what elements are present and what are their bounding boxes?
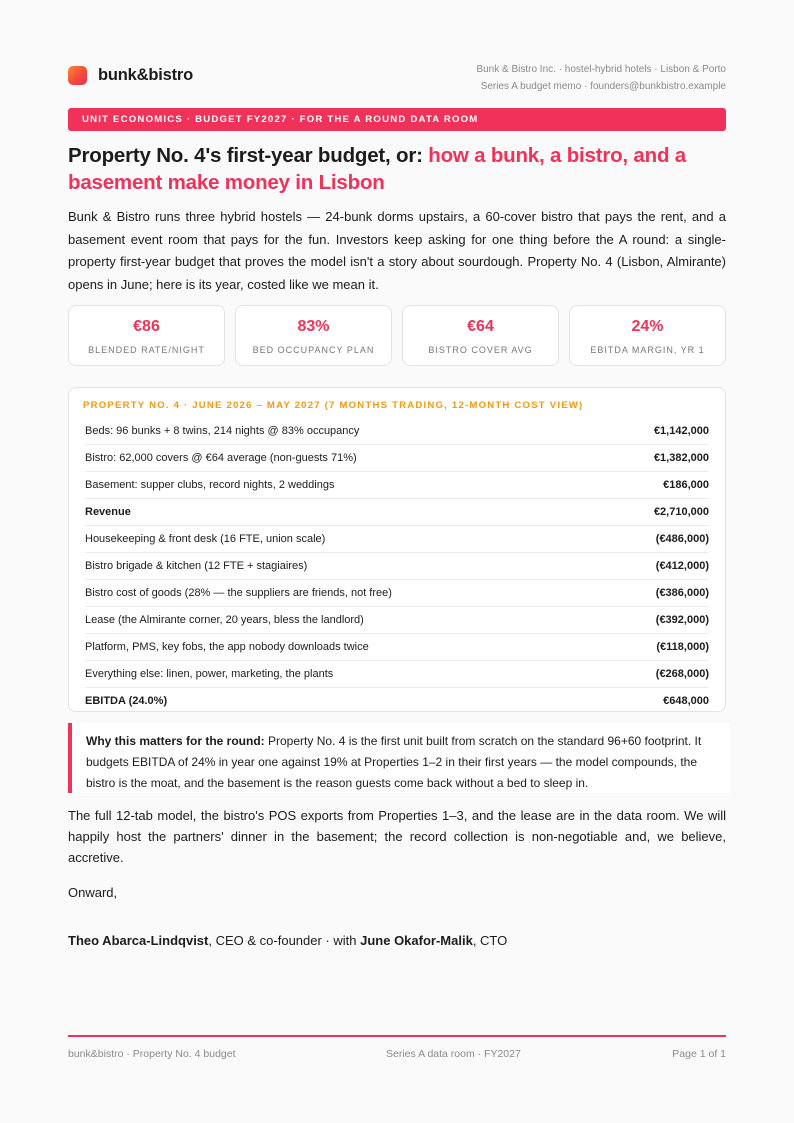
brand-name: bunk&bistro — [98, 66, 193, 84]
kpi-card-rate — [68, 305, 225, 366]
kpi-card-ebitda-margin — [569, 305, 726, 366]
signatory-role-ceo: , CEO & co-founder · with — [208, 933, 361, 948]
kpi-value: €64 — [467, 318, 494, 335]
kpi-value: 24% — [631, 318, 664, 335]
kpi-value: 83% — [297, 318, 330, 335]
signatory-role-cto: , CTO — [472, 933, 508, 948]
row-amount: €1,142,000 — [653, 425, 709, 437]
sign-off: Onward, — [68, 885, 118, 900]
budget-row — [85, 553, 709, 580]
row-label: Bistro: 62,000 covers @ €64 average (non-guests 71%) — [85, 452, 357, 464]
footer-middle: Series A data room · FY2027 — [386, 1048, 521, 1060]
budget-row-revenue-total — [85, 499, 709, 526]
signatory-name-cto: June Okafor-Malik — [360, 933, 473, 948]
kpi-label: EBITDA MARGIN, YR 1 — [590, 345, 705, 355]
row-amount: €186,000 — [663, 479, 709, 491]
intro-paragraph: Bunk & Bistro runs three hybrid hostels — 24-bunk dorms upstairs, a 60-cover bistro that pays the rent, and a basement event room that pays for the fun. Investors keep asking for one thing before the A round: a single-property first-year budget that proves the model isn't a story about sourdough. Property No. 4 (Lisbon, Almirante) opens in June; here is its year, costed like we mean it. — [68, 209, 726, 292]
kpi-card-cover-avg — [402, 305, 559, 366]
page-number: Page 1 of 1 — [672, 1048, 726, 1060]
row-amount: (€386,000) — [655, 587, 709, 599]
section-banner — [68, 108, 726, 131]
meta-line-contact: Series A budget memo · founders@bunkbistro.example — [480, 81, 726, 92]
banner-text: UNIT ECONOMICS · BUDGET FY2027 · FOR THE A ROUND DATA ROOM — [82, 114, 479, 125]
closing-paragraph: The full 12-tab model, the bistro's POS exports from Properties 1–3, and the lease are in the data room. We will happily host the partners' dinner in the basement; the record collection is non-negotiable and, we believe, accretive. — [68, 808, 726, 865]
logo-icon — [68, 66, 87, 85]
budget-row — [85, 445, 709, 472]
title-lead: Property No. 4's first-year budget, or: — [68, 144, 429, 167]
budget-heading: PROPERTY NO. 4 · JUNE 2026 – MAY 2027 (7 MONTHS TRADING, 12-MONTH COST VIEW) — [83, 400, 584, 411]
budget-row — [85, 472, 709, 499]
kpi-label: BISTRO COVER AVG — [428, 345, 533, 355]
row-label: Housekeeping & front desk (16 FTE, union scale) — [85, 533, 326, 545]
row-label: Revenue — [85, 506, 131, 518]
budget-row — [85, 634, 709, 661]
row-label: Platform, PMS, key fobs, the app nobody downloads twice — [85, 641, 369, 653]
letterhead-meta — [476, 61, 726, 95]
signatory-name-ceo: Theo Abarca-Lindqvist — [68, 933, 209, 948]
callout-text — [86, 731, 716, 794]
row-amount: (€392,000) — [655, 614, 709, 626]
budget-rows — [85, 418, 709, 714]
budget-row — [85, 580, 709, 607]
budget-row — [85, 418, 709, 445]
row-amount: (€412,000) — [655, 560, 709, 572]
row-amount: (€118,000) — [656, 641, 709, 653]
row-amount: (€268,000) — [655, 668, 709, 680]
budget-table-card — [68, 387, 726, 712]
row-label: Everything else: linen, power, marketing, the plants — [85, 668, 334, 680]
budget-row — [85, 607, 709, 634]
row-label: Bistro brigade & kitchen (12 FTE + stagiaires) — [85, 560, 308, 572]
budget-row-ebitda-total — [85, 688, 709, 714]
page-title — [68, 142, 726, 196]
callout-body: Property No. 4 is the first unit built from scratch on the standard 96+60 footprint. It budgets EBITDA of 24% in year one against 19% at Properties 1–2 in their first years — the model compounds, the bistro is the moat, and the basement is the reason guests come back without a bed to sleep in. — [86, 734, 702, 790]
signature-line — [68, 933, 507, 948]
letterhead — [68, 61, 726, 95]
kpi-card-occupancy — [235, 305, 392, 366]
row-amount: €648,000 — [663, 695, 709, 707]
row-label: Basement: supper clubs, record nights, 2 weddings — [85, 479, 335, 491]
row-label: Bistro cost of goods (28% — the suppliers are friends, not free) — [85, 587, 392, 599]
footer-divider — [68, 1035, 726, 1037]
kpi-label: BLENDED RATE/NIGHT — [88, 345, 205, 355]
footer-left: bunk&bistro · Property No. 4 budget — [68, 1048, 236, 1060]
meta-line-company: Bunk & Bistro Inc. · hostel-hybrid hotels · Lisbon & Porto — [476, 64, 726, 75]
budget-row — [85, 661, 709, 688]
budget-row — [85, 526, 709, 553]
callout-lead: Why this matters for the round: — [86, 734, 265, 748]
title-accent: how a bunk, a bistro, and a basement make money in Lisbon — [68, 144, 686, 194]
row-amount: €1,382,000 — [653, 452, 709, 464]
row-label: EBITDA (24.0%) — [85, 695, 168, 707]
row-label: Beds: 96 bunks + 8 twins, 214 nights @ 83% occupancy — [85, 425, 360, 437]
row-amount: €2,710,000 — [653, 506, 709, 518]
kpi-value: €86 — [133, 318, 160, 335]
row-label: Lease (the Almirante corner, 20 years, bless the landlord) — [85, 614, 364, 626]
row-amount: (€486,000) — [655, 533, 709, 545]
kpi-strip — [68, 305, 726, 366]
callout-box — [68, 723, 730, 793]
kpi-label: BED OCCUPANCY PLAN — [252, 345, 375, 355]
